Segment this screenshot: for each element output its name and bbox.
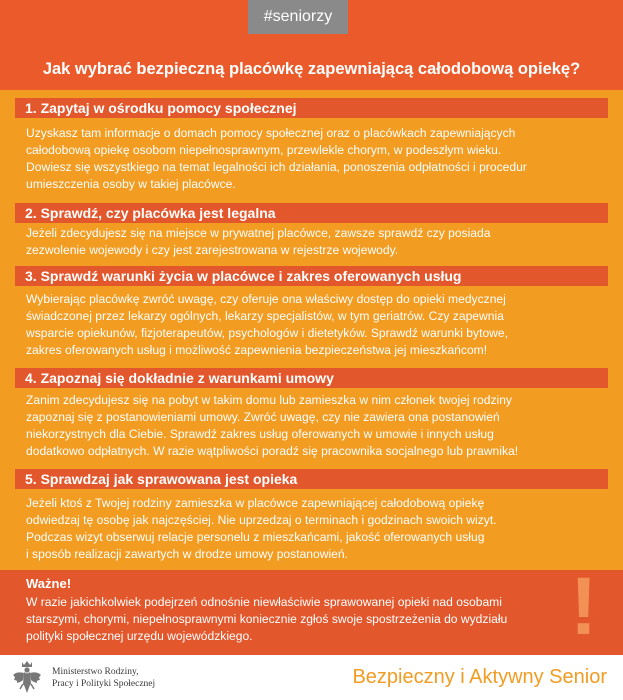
section-heading: 2. Sprawdź, czy placówka jest legalna: [15, 203, 608, 223]
footer: [0, 655, 623, 700]
text-line: wsparcie opiekunów, fizjoterapeutów, psychologów i dietetyków. Sprawdź warunki bytowe,: [26, 326, 508, 340]
ministry-name: Ministerstwo Rodziny, Pracy i Polityki Społecznej: [52, 667, 156, 689]
section-body: [26, 125, 600, 193]
page-title: Jak wybrać bezpieczną placówkę zapewniającą całodobową opiekę?: [42, 60, 581, 78]
text-line: zakres oferowanych usług i możliwość zapewnienia bezpieczeństwa jej mieszkańcom!: [26, 343, 488, 357]
text-line: zezwolenie wojewody i czy jest zarejestrowana w rejestrze wojewody.: [26, 243, 399, 257]
section-heading: 1. Zapytaj w ośrodku pomocy społecznej: [15, 98, 608, 118]
polish-eagle-icon: [12, 659, 42, 695]
text-line: polityki społecznej urzędu wojewódzkiego.: [26, 629, 253, 643]
hashtag-badge[interactable]: #seniorzy: [248, 0, 348, 34]
text-line: odwiedzaj tę osobę jak najczęściej. Nie uprzedzaj o terminach i godzinach swoich wizyt.: [26, 513, 497, 527]
important-notice: [0, 561, 623, 655]
text-line: Dowiesz się wszystkiego na temat legalności ich działania, ponoszenia odpłatności i procedur: [26, 160, 527, 174]
text-line: Jeżeli ktoś z Twojej rodziny zamieszka w placówce zapewniającej całodobową opiekę: [26, 496, 485, 510]
text-line: Uzyskasz tam informacje o domach pomocy społecznej oraz o placówkach zapewniających: [26, 126, 516, 140]
section-body: [26, 291, 600, 359]
section-body: [26, 392, 600, 460]
exclamation-icon: !: [570, 561, 598, 652]
text-line: starszymi, chorymi, niepełnosprawnymi koniecznie zgłoś swoje spostrzeżenia do wydziału: [26, 612, 508, 626]
text-line: Wybierając placówkę zwróć uwagę, czy oferuje ona właściwy dostęp do opieki medycznej: [26, 292, 506, 306]
section-heading: 4. Zapoznaj się dokładnie z warunkami umowy: [15, 368, 608, 388]
text-line: zapoznaj się z postanowieniami umowy. Zwróć uwagę, czy nie zawiera ona postanowień: [26, 410, 500, 424]
text-line: Podczas wizyt obserwuj relacje personelu z mieszkańcami, jakość oferowanych usług: [26, 530, 485, 544]
section-body: [26, 495, 600, 563]
text-line: Zanim zdecydujesz się na pobyt w takim domu lub zamieszka w nim członek twojej rodziny: [26, 393, 512, 407]
header-band: [0, 0, 623, 90]
text-line: W razie jakichkolwiek podejrzeń odnośnie niewłaściwie sprawowanej opieki nad osobami: [26, 595, 502, 609]
section-heading: 5. Sprawdzaj jak sprawowana jest opieka: [15, 469, 608, 489]
notice-body: [26, 594, 566, 645]
text-line: Jeżeli zdecydujesz się na miejsce w prywatnej placówce, zawsze sprawdź czy posiada: [26, 226, 491, 240]
text-line: dodatkowo odpłatnych. W razie wątpliwości poradź się pracownika socjalnego lub prawnika!: [26, 444, 519, 458]
campaign-slogan: Bezpieczny i Aktywny Senior: [352, 666, 607, 688]
text-line: umieszczenia osoby w takiej placówce.: [26, 177, 236, 191]
text-line: całodobową opiekę osobom niepełnosprawnym, przewlekle chorym, w podeszłym wieku.: [26, 143, 502, 157]
notice-title: Ważne!: [26, 576, 72, 591]
text-line: i sposób realizacji zawartych w drodze umowy postanowień.: [26, 547, 348, 561]
text-line: świadczonej przez lekarzy ogólnych, lekarzy specjalistów, w tym geriatrów. Czy zapewnia: [26, 309, 504, 323]
content-area: [0, 90, 623, 570]
text-line: niekorzystnych dla Ciebie. Sprawdź zakres usług oferowanych w umowie i innych usług: [26, 427, 494, 441]
section-body: [26, 225, 600, 259]
section-heading: 3. Sprawdź warunki życia w placówce i zakres oferowanych usług: [15, 266, 608, 286]
